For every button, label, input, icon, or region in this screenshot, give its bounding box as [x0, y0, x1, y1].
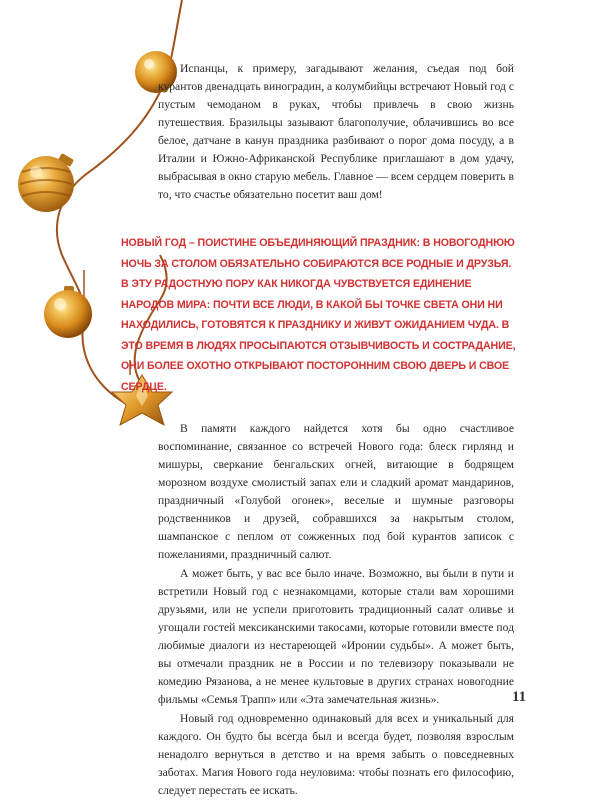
pull-quote: НОВЫЙ ГОД – ПОИСТИНЕ ОБЪЕДИНЯЮЩИЙ ПРАЗДНИК: В НОВОГОДНЮЮ НОЧЬ ЗА СТОЛОМ ОБЯЗАТЕЛЬНО СОБИРАЮТСЯ ВСЕ РОДНЫЕ И ДРУЗЬЯ. В ЭТУ РАДОСТНУЮ ПОРУ КАК НИКОГДА ЧУВСТВУЕТСЯ ЕДИНЕНИЕ НАРОДОВ МИРА: ПОЧТИ ВСЕ ЛЮДИ, В КАКОЙ БЫ ТОЧКЕ СВЕТА ОНИ НИ НАХОДИЛИСЬ, ГОТОВЯТСЯ К ПРАЗДНИКУ И ЖИВУТ ОЖИДАНИЕМ ЧУДА. В ЭТО ВРЕМЯ В ЛЮДЯХ ПРОСЫПАЮТСЯ ОТЗЫВЧИВОСТЬ И СОСТРАДАНИЕ, ОНИ БОЛЕЕ ОХОТНО ОТКРЫВАЮТ ПОСТОРОННИМ СВОЮ ДВЕРЬ И СВОЕ СЕРДЦЕ. — [121, 237, 516, 393]
paragraph-4: Новый год одновременно одинаковый для всех и уникальный для каждого. Он будто бы всегда был и всегда будет, позволяя взрослым ненадолго вернуться в детство и на время забыть о повседневных заботах. Магия Нового года неуловима: чтобы познать его философию, следует перестать ее искать. — [158, 712, 514, 797]
paragraph-2: В памяти каждого найдется хотя бы одно счастливое воспоминание, связанное со встречей Нового года: блеск гирлянд и мишуры, сверкание бенгальских огней, витающие в бодрящем морозном воздухе смолистый запах ели и сладкий аромат мандаринов, праздничный «Голубой огонек», веселые и шумные разговоры родственников и друзей, собравшихся за накрытым столом, шампанское с пеплом от сожженных под бой курантов записок с пожеланиями, праздничный салют. — [158, 422, 514, 561]
gold-ornament-matte — [44, 286, 92, 338]
gold-ornament-striped — [18, 153, 74, 212]
paragraph-1: Испанцы, к примеру, загадывают желания, съедая под бой курантов двенадцать виноградин, а колумбийцы встречают Новый год с пустым чемоданом в руках, чтобы привлечь в свою жизнь путешествия. Бразильцы зазывают благополучие, облачившись во все белое, датчане в канун праздника разбивают о порог дома посуду, а в Италии и Южно-Африканской Республике приглашают в дом удачу, выбрасывая в окно старую мебель. Главное — всем сердцем поверить в то, что счастье обязательно посетит ваш дом! — [158, 62, 514, 201]
paragraph-3: А может быть, у вас все было иначе. Возможно, вы были в пути и встретили Новый год с незнакомцами, которые стали вам хорошими друзьями, или не успели приготовить традиционный салат оливье и угощали гостей мексиканскими такосами, которые готовили вместе под любимые диалоги из нестареющей «Иронии судьбы». А может быть, вы отмечали праздник не в России и по телевизору показывали не комедию Рязанова, а не менее культовые в других странах новогодние фильмы «Семья Трапп» или «Эта замечательная жизнь». — [158, 567, 514, 706]
article-body — [121, 60, 516, 800]
page-number: 11 — [512, 689, 527, 705]
